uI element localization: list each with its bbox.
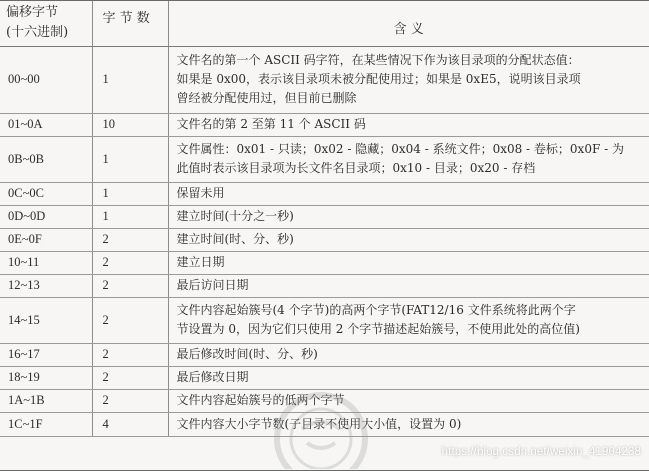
offset-cell: 1A~1B — [0, 389, 92, 412]
header-offset-line1: 偏移字节 — [6, 5, 59, 21]
header-offset — [0, 1, 92, 46]
meaning-line: 建立时间(十分之一秒) — [176, 209, 294, 223]
size-cell: 1 — [92, 46, 168, 113]
offset-cell: 1C~1F — [0, 412, 92, 436]
size-cell: 2 — [92, 297, 168, 343]
table-body — [0, 46, 649, 436]
meaning-cell — [168, 274, 649, 297]
meaning-line: 文件名的第一个 ASCII 码字符，在某些情况下作为该目录项的分配状态值： — [176, 53, 580, 67]
offset-cell: 0B~0B — [0, 136, 92, 182]
meaning-line: 曾经被分配使用过，但目前已删除 — [176, 91, 357, 105]
offset-cell: 16~17 — [0, 343, 92, 366]
structure-table — [0, 1, 649, 437]
offset-cell: 0E~0F — [0, 228, 92, 251]
size-cell: 2 — [92, 389, 168, 412]
meaning-cell — [168, 113, 649, 136]
offset-cell: 10~11 — [0, 251, 92, 274]
header-offset-line2: (十六进制) — [6, 25, 69, 41]
meaning-line: 建立时间(时、分、秒) — [176, 232, 294, 246]
table-row — [0, 228, 649, 251]
meaning-cell — [168, 366, 649, 389]
meaning-line: 文件属性：0x01 - 只读；0x02 - 隐藏；0x04 - 系统文件；0x08 - 卷标；0x0F - 为 — [176, 142, 624, 156]
meaning-line: 最后访问日期 — [176, 278, 249, 292]
table-row — [0, 46, 649, 113]
meaning-cell — [168, 136, 649, 182]
meaning-cell — [168, 205, 649, 228]
table-row — [0, 297, 649, 343]
offset-cell: 00~00 — [0, 46, 92, 113]
table-row — [0, 113, 649, 136]
meaning-line: 文件内容起始簇号的低两个字节 — [176, 393, 345, 407]
table-row — [0, 205, 649, 228]
size-cell: 2 — [92, 251, 168, 274]
meaning-cell — [168, 228, 649, 251]
offset-cell: 01~0A — [0, 113, 92, 136]
header-meaning: 含 义 — [168, 1, 649, 46]
size-cell: 1 — [92, 205, 168, 228]
table-row — [0, 251, 649, 274]
meaning-cell — [168, 343, 649, 366]
table-row — [0, 389, 649, 412]
meaning-cell — [168, 46, 649, 113]
watermark-url: https://blog.csdn.net/weixin_41904238 — [441, 446, 641, 458]
meaning-line: 节设置为 0，因为它们只使用 2 个字节描述起始簇号，不使用此处的高位值) — [176, 322, 580, 336]
table-header-row — [0, 1, 649, 46]
meaning-line: 文件内容大小字节数(子目录不使用大小值，设置为 0) — [176, 416, 462, 431]
meaning-cell — [168, 389, 649, 412]
size-cell: 2 — [92, 343, 168, 366]
size-cell: 1 — [92, 182, 168, 205]
meaning-line: 此值时表示该目录项为长文件名目录项；0x10 - 目录；0x20 - 存档 — [176, 161, 536, 175]
size-cell: 1 — [92, 136, 168, 182]
offset-cell: 0C~0C — [0, 182, 92, 205]
header-size: 字 节 数 — [92, 1, 168, 46]
meaning-cell — [168, 182, 649, 205]
meaning-line: 建立日期 — [176, 255, 225, 269]
meaning-line: 如果是 0x00，表示该目录项未被分配使用过；如果是 0xE5，说明该目录项 — [176, 72, 581, 86]
table-row — [0, 182, 649, 205]
size-cell: 2 — [92, 228, 168, 251]
offset-cell: 18~19 — [0, 366, 92, 389]
size-cell: 4 — [92, 412, 168, 436]
table-row — [0, 343, 649, 366]
meaning-line: 最后修改日期 — [176, 370, 249, 384]
table-row — [0, 136, 649, 182]
meaning-line: 文件内容起始簇号(4 个字节)的高两个字节(FAT12/16 文件系统将此两个字 — [176, 303, 576, 317]
table-row — [0, 412, 649, 436]
size-cell: 2 — [92, 366, 168, 389]
table-row — [0, 274, 649, 297]
size-cell: 10 — [92, 113, 168, 136]
meaning-line: 最后修改时间(时、分、秒) — [176, 347, 318, 361]
offset-cell: 0D~0D — [0, 205, 92, 228]
offset-cell: 14~15 — [0, 297, 92, 343]
table-row — [0, 366, 649, 389]
meaning-line: 保留未用 — [176, 186, 225, 200]
meaning-cell — [168, 297, 649, 343]
meaning-cell — [168, 251, 649, 274]
meaning-line: 文件名的第 2 至第 11 个 ASCII 码 — [176, 117, 366, 131]
offset-cell: 12~13 — [0, 274, 92, 297]
size-cell: 2 — [92, 274, 168, 297]
meaning-cell — [168, 412, 649, 436]
